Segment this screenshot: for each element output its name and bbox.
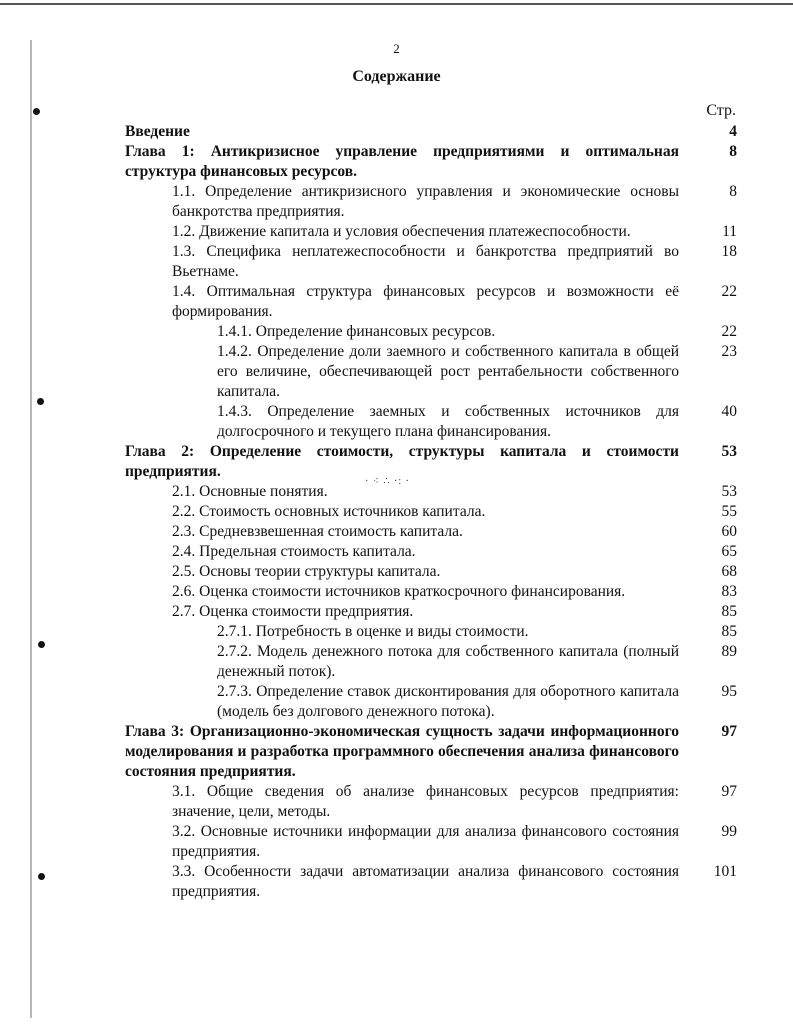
toc-entry-title: 1.1. Определение антикризисного управления и экономические основы банкротства предприятия. [172,183,679,220]
toc-entry [125,182,737,222]
toc-entry-title: 3.3. Особенности задачи автоматизации анализа финансового состояния предприятия. [172,863,679,900]
toc-entry [125,862,737,902]
toc-entry-title: 2.4. Предельная стоимость капитала. [172,543,416,560]
toc-entry-title: 1.3. Специфика неплатежеспособности и банкротства предприятий во Вьетнаме. [172,243,679,280]
table-of-contents [125,122,737,902]
toc-entry-title: 1.4. Оптимальная структура финансовых ресурсов и возможности её формирования. [172,283,679,320]
toc-entry [125,142,737,182]
punch-mark [38,873,45,880]
toc-entry-title: 2.7.3. Определение ставок дисконтирования для оборотного капитала (модель без долгового денежного потока). [217,683,679,720]
toc-entry-page: 23 [721,343,737,360]
toc-entry-page: 85 [721,623,737,640]
toc-entry-title: 1.4.1. Определение финансовых ресурсов. [217,323,496,340]
toc-entry-title: 1.2. Движение капитала и условия обеспечения платежеспособности. [172,223,631,240]
toc-entry [125,222,737,242]
toc-entry-page: 83 [721,583,737,600]
toc-entry [125,282,737,322]
toc-entry [125,522,737,542]
toc-entry-page: 99 [721,823,737,840]
toc-entry-page: 60 [721,523,737,540]
page-title: Содержание [352,68,441,85]
toc-entry-page: 8 [729,183,737,200]
toc-entry [125,542,737,562]
toc-entry-page: 22 [721,283,737,300]
toc-entry [125,582,737,602]
toc-entry-page: 55 [721,503,737,520]
punch-mark [33,108,40,115]
toc-entry-page: 101 [713,863,737,880]
punch-mark [37,398,44,405]
toc-entry-page: 8 [729,143,737,160]
toc-entry [125,342,737,402]
toc-entry-title: 1.4.2. Определение доли заемного и собственного капитала в общей его величине, обеспечивающей рост рентабельности собственного капитала. [217,343,679,400]
toc-entry-title: Глава 3: Организационно-экономическая сущность задачи информационного моделирования и разработка программного обеспечения анализа финансового состояния предприятия. [125,723,679,780]
toc-entry-title: 2.7. Оценка стоимости предприятия. [172,603,414,620]
toc-entry-page: 95 [721,683,737,700]
toc-entry-page: 85 [721,603,737,620]
toc-entry-title: 2.2. Стоимость основных источников капитала. [172,503,486,520]
toc-entry-page: 65 [721,543,737,560]
toc-entry-page: 18 [721,243,737,260]
toc-entry-page: 97 [721,723,737,740]
toc-entry-title: 2.7.1. Потребность в оценке и виды стоимости. [217,623,529,640]
toc-entry-title: 2.3. Средневзвешенная стоимость капитала. [172,523,463,540]
toc-entry-page: 89 [721,643,737,660]
toc-entry-title: 2.6. Оценка стоимости источников краткосрочного финансирования. [172,583,626,600]
toc-entry-page: 68 [721,563,737,580]
toc-entry [125,242,737,282]
toc-entry-page: 53 [721,483,737,500]
toc-entry [125,682,737,722]
toc-entry-page: 97 [721,783,737,800]
toc-entry [125,502,737,522]
toc-entry-title: Глава 2: Определение стоимости, структуры капитала и стоимости предприятия. [125,443,679,480]
toc-entry-page: 40 [721,403,737,420]
toc-entry-title: 1.4.3. Определение заемных и собственных источников для долгосрочного и текущего плана финансирования. [217,403,679,440]
toc-entry [125,122,737,142]
toc-entry [125,322,737,342]
toc-entry [125,822,737,862]
toc-entry-title: Введение [125,123,190,140]
scan-noise: · ⁖ ∴ ·: · [365,476,410,487]
toc-entry [125,602,737,622]
toc-entry [125,482,737,502]
toc-entry-page: 53 [721,443,737,460]
scan-edge-top [0,3,793,5]
toc-entry-page: 4 [729,123,737,140]
toc-entry [125,722,737,782]
page-number: 2 [393,41,400,56]
scan-edge-left [30,40,32,1018]
page-column-label: Стр. [706,102,736,119]
toc-entry-page: 11 [722,223,737,240]
toc-entry-title: 3.2. Основные источники информации для анализа финансового состояния предприятия. [172,823,679,860]
toc-entry-title: 2.7.2. Модель денежного потока для собственного капитала (полный денежный поток). [217,643,679,680]
toc-entry [125,642,737,682]
toc-entry-title: Глава 1: Антикризисное управление предприятиями и оптимальная структура финансовых ресурсов. [125,143,679,180]
toc-entry [125,782,737,822]
toc-entry [125,622,737,642]
toc-entry-title: 3.1. Общие сведения об анализе финансовых ресурсов предприятия: значение, цели, методы. [172,783,679,820]
toc-entry [125,402,737,442]
toc-entry [125,442,737,482]
toc-entry-page: 22 [721,323,737,340]
toc-entry-title: 2.1. Основные понятия. [172,483,328,500]
toc-entry-title: 2.5. Основы теории структуры капитала. [172,563,441,580]
toc-entry [125,562,737,582]
punch-mark [38,641,45,648]
